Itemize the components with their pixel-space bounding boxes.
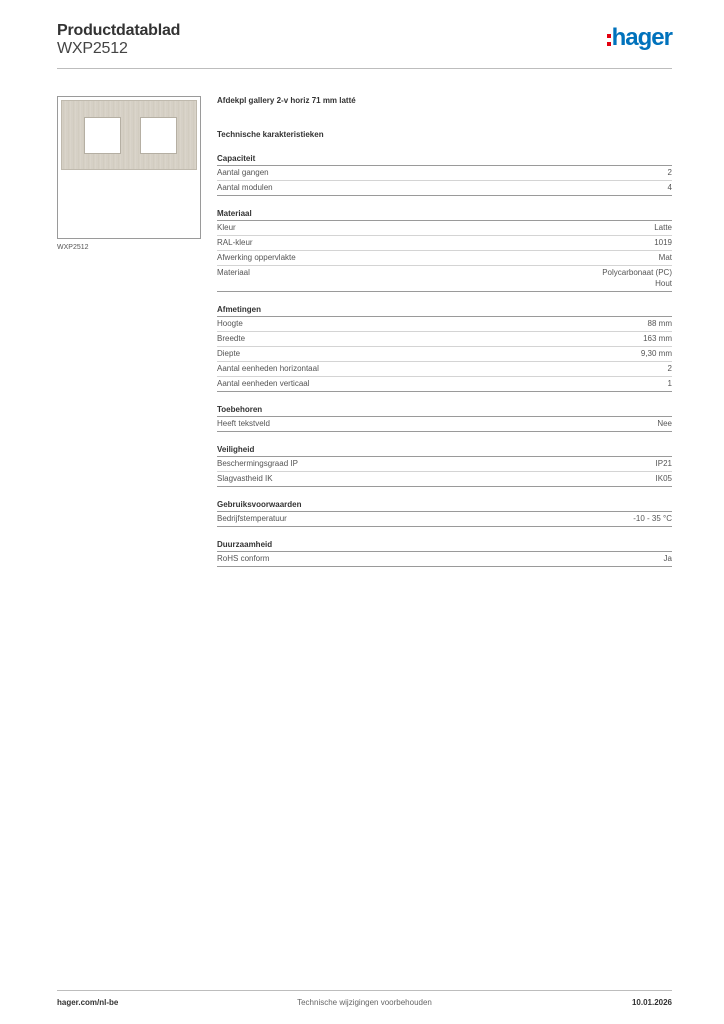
section-title: Duurzaamheid bbox=[217, 538, 672, 552]
spec-row bbox=[217, 512, 672, 526]
spec-label: Aantal eenheden verticaal bbox=[217, 379, 310, 388]
document-title: Productdatablad bbox=[57, 22, 181, 39]
section-rows bbox=[217, 417, 672, 432]
spec-section bbox=[217, 443, 672, 487]
spec-row bbox=[217, 251, 672, 266]
spec-label: Aantal eenheden horizontaal bbox=[217, 364, 319, 373]
section-rows bbox=[217, 552, 672, 567]
spec-row bbox=[217, 377, 672, 391]
section-rows bbox=[217, 317, 672, 392]
spec-label: Afwerking oppervlakte bbox=[217, 253, 296, 262]
section-rows bbox=[217, 221, 672, 292]
spec-label: RAL-kleur bbox=[217, 238, 253, 247]
section-title: Capaciteit bbox=[217, 152, 672, 166]
spec-label: Heeft tekstveld bbox=[217, 419, 270, 428]
spec-row bbox=[217, 317, 672, 332]
section-title: Toebehoren bbox=[217, 403, 672, 417]
spec-value: -10 - 35 °C bbox=[633, 514, 672, 523]
section-rows bbox=[217, 166, 672, 196]
spec-value: 1019 bbox=[654, 238, 672, 247]
footer-date: 10.01.2026 bbox=[631, 998, 672, 1007]
section-rows bbox=[217, 512, 672, 527]
page-footer bbox=[57, 998, 672, 1010]
spec-row bbox=[217, 181, 672, 195]
spec-row bbox=[217, 457, 672, 472]
technical-characteristics-title: Technische karakteristieken bbox=[217, 130, 324, 139]
product-code: WXP2512 bbox=[57, 40, 128, 57]
spec-value: IP21 bbox=[655, 459, 672, 468]
spec-section bbox=[217, 152, 672, 196]
spec-value: 2 bbox=[667, 168, 672, 177]
spec-label: Aantal gangen bbox=[217, 168, 269, 177]
spec-value: 88 mm bbox=[647, 319, 672, 328]
hager-logo bbox=[607, 26, 672, 50]
spec-row bbox=[217, 266, 672, 291]
spec-label: Slagvastheid IK bbox=[217, 474, 273, 483]
image-caption: WXP2512 bbox=[57, 244, 89, 251]
spec-section bbox=[217, 498, 672, 527]
spec-section bbox=[217, 403, 672, 432]
spec-value: IK05 bbox=[655, 474, 672, 483]
spec-label: Beschermingsgraad IP bbox=[217, 459, 298, 468]
specifications bbox=[217, 94, 672, 567]
spec-value: Mat bbox=[658, 253, 672, 262]
spec-label: Diepte bbox=[217, 349, 241, 358]
spec-label: RoHS conform bbox=[217, 554, 270, 563]
spec-row bbox=[217, 221, 672, 236]
spec-value: Ja bbox=[663, 554, 672, 563]
section-title: Afmetingen bbox=[217, 303, 672, 317]
spec-row bbox=[217, 347, 672, 362]
section-title: Veiligheid bbox=[217, 443, 672, 457]
footer-divider bbox=[57, 990, 672, 991]
spec-row bbox=[217, 552, 672, 566]
spec-value: 9,30 mm bbox=[640, 349, 672, 358]
spec-row bbox=[217, 166, 672, 181]
spec-label: Aantal modulen bbox=[217, 183, 273, 192]
section-rows bbox=[217, 457, 672, 487]
product-image bbox=[57, 96, 201, 239]
spec-label: Breedte bbox=[217, 334, 246, 343]
product-description: Afdekpl gallery 2-v horiz 71 mm latté bbox=[217, 96, 356, 105]
spec-label: Kleur bbox=[217, 223, 236, 232]
spec-row bbox=[217, 417, 672, 431]
plate-opening-left bbox=[84, 117, 121, 154]
spec-row bbox=[217, 472, 672, 486]
spec-label: Materiaal bbox=[217, 268, 250, 277]
header-divider bbox=[57, 68, 672, 69]
spec-value: Polycarbonaat (PC) Hout bbox=[602, 268, 672, 288]
spec-value: 4 bbox=[667, 183, 672, 192]
spec-section bbox=[217, 538, 672, 567]
footer-website: hager.com/nl-be bbox=[57, 998, 119, 1007]
spec-row bbox=[217, 362, 672, 377]
spec-row bbox=[217, 332, 672, 347]
spec-value: 1 bbox=[667, 379, 672, 388]
logo-dots-icon bbox=[607, 34, 611, 46]
spec-label: Bedrijfstemperatuur bbox=[217, 514, 287, 523]
spec-section bbox=[217, 207, 672, 292]
cover-plate-illustration bbox=[61, 100, 197, 170]
spec-value: 163 mm bbox=[643, 334, 672, 343]
section-title: Gebruiksvoorwaarden bbox=[217, 498, 672, 512]
spec-value: 2 bbox=[667, 364, 672, 373]
plate-opening-right bbox=[140, 117, 177, 154]
spec-value: Nee bbox=[657, 419, 672, 428]
section-title: Materiaal bbox=[217, 207, 672, 221]
spec-value: Latte bbox=[654, 223, 672, 232]
spec-row bbox=[217, 236, 672, 251]
spec-sections bbox=[217, 152, 672, 567]
spec-section bbox=[217, 303, 672, 392]
logo-text: hager bbox=[611, 24, 672, 51]
footer-notice: Technische wijzigingen voorbehouden bbox=[297, 998, 432, 1007]
spec-label: Hoogte bbox=[217, 319, 243, 328]
page-header bbox=[57, 20, 672, 68]
